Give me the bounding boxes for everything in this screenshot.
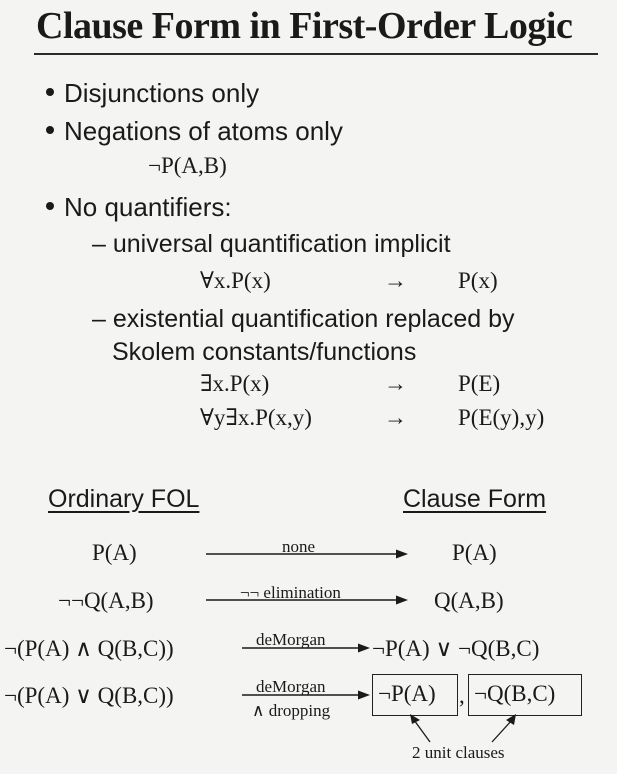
bullet-negations bbox=[46, 116, 343, 147]
row4-label2: ∧ dropping bbox=[252, 701, 331, 720]
row4-right-b: ¬Q(B,C) bbox=[474, 681, 556, 706]
existential2-to: P(E(y),y) bbox=[458, 405, 545, 430]
row4-label: deMorgan bbox=[256, 677, 326, 696]
existential1-to: P(E) bbox=[458, 371, 501, 396]
row2-arrow-icon bbox=[206, 594, 408, 606]
existential1-arrow: → bbox=[384, 371, 407, 396]
universal-to: P(x) bbox=[458, 268, 498, 293]
universal-arrow: → bbox=[384, 268, 407, 293]
existential2-from: ∀y∃x.P(x,y) bbox=[200, 405, 312, 430]
sub-item-existential-cont: Skolem constants/functions bbox=[112, 338, 417, 366]
row4-right-a: ¬P(A) bbox=[378, 681, 436, 706]
bullet-no-quantifiers bbox=[46, 192, 232, 223]
row3-right: ¬P(A) ∨ ¬Q(B,C) bbox=[372, 636, 540, 661]
bullet-dot-icon bbox=[46, 88, 54, 96]
row1-left: P(A) bbox=[92, 540, 137, 565]
row2-right: Q(A,B) bbox=[434, 588, 504, 613]
header-ordinary-fol: Ordinary FOL bbox=[48, 485, 200, 513]
unit-clause-pointer-icon bbox=[400, 712, 540, 746]
row1-right: P(A) bbox=[452, 540, 497, 565]
existential1-from: ∃x.P(x) bbox=[200, 371, 270, 396]
row4-right-sep: , bbox=[459, 683, 465, 708]
header-clause-form: Clause Form bbox=[403, 485, 547, 513]
row1-label: none bbox=[282, 537, 316, 556]
unit-clauses-note: 2 unit clauses bbox=[412, 743, 505, 762]
bullet-dot-icon bbox=[46, 202, 54, 210]
sub-item-existential: – existential quantification replaced by bbox=[92, 305, 515, 333]
row3-label: deMorgan bbox=[256, 630, 326, 649]
page-title: Clause Form in First-Order Logic bbox=[36, 5, 573, 47]
bullet-dot-icon bbox=[46, 126, 54, 134]
row3-left: ¬(P(A) ∧ Q(B,C)) bbox=[4, 636, 174, 661]
bullet-text: No quantifiers: bbox=[64, 192, 232, 222]
sub-item-universal: – universal quantification implicit bbox=[92, 230, 451, 258]
row4-arrow-icon bbox=[242, 689, 370, 701]
bullet-text: Disjunctions only bbox=[64, 78, 260, 108]
existential2-arrow: → bbox=[384, 405, 407, 430]
row2-label: ¬¬ elimination bbox=[240, 583, 341, 602]
row4-left: ¬(P(A) ∨ Q(B,C)) bbox=[4, 683, 174, 708]
bullet-text: Negations of atoms only bbox=[64, 116, 343, 146]
universal-from: ∀x.P(x) bbox=[200, 268, 271, 293]
row2-left: ¬¬Q(A,B) bbox=[58, 588, 154, 613]
bullet-disjunctions bbox=[46, 78, 259, 109]
row3-arrow-icon bbox=[242, 642, 370, 654]
negation-example: ¬P(A,B) bbox=[148, 153, 227, 178]
row1-arrow-icon bbox=[206, 548, 408, 560]
title-underline bbox=[34, 53, 598, 55]
